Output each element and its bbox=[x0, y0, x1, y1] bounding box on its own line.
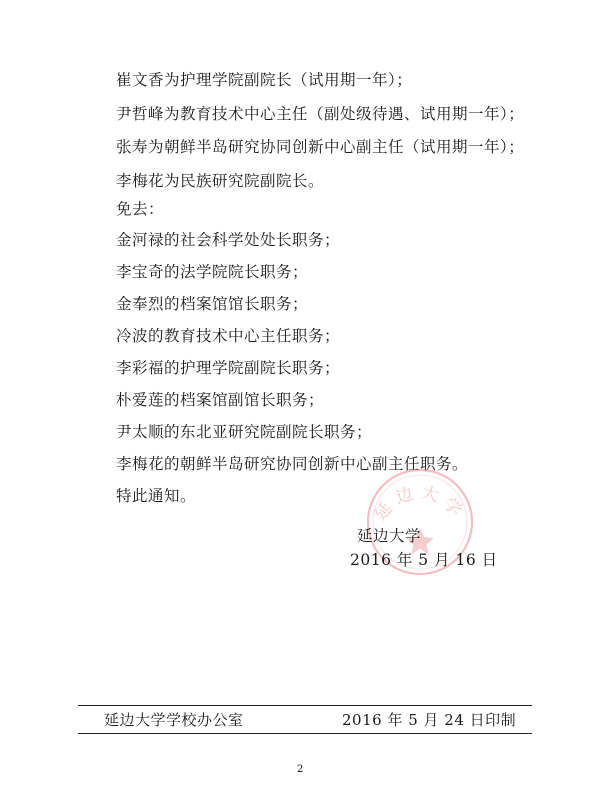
appointment-line: 张寿为朝鲜半岛研究协同创新中心副主任（试用期一年）； bbox=[116, 138, 525, 156]
appointment-line: 李梅花为民族研究院副院长。 bbox=[116, 172, 325, 190]
closing-text: 特此通知。 bbox=[116, 487, 197, 505]
page-number: 2 bbox=[296, 764, 304, 775]
dismissal-line: 金奉烈的档案馆馆长职务； bbox=[116, 295, 309, 313]
footer-top-rule bbox=[78, 705, 532, 706]
footer-print-date: 2016 年 5 月 24 日印制 bbox=[342, 711, 517, 729]
dismissal-line: 李宝奇的法学院院长职务； bbox=[116, 263, 309, 281]
signature-organization: 延边大学 bbox=[357, 527, 422, 545]
footer-office: 延边大学学校办公室 bbox=[104, 711, 244, 729]
appointment-line: 尹哲峰为教育技术中心主任（副处级待遇、试用期一年）； bbox=[116, 105, 525, 123]
dismissal-line: 李彩福的护理学院副院长职务； bbox=[116, 359, 341, 377]
dismissal-line: 朴爱莲的档案馆副馆长职务； bbox=[116, 391, 325, 409]
dismiss-heading: 免去： bbox=[116, 200, 165, 218]
dismissal-line: 金河禄的社会科学处处长职务； bbox=[116, 231, 341, 249]
footer-bottom-rule bbox=[78, 733, 532, 734]
appointment-line: 崔文香为护理学院副院长（试用期一年）； bbox=[116, 71, 413, 89]
dismissal-line: 冷波的教育技术中心主任职务； bbox=[116, 327, 341, 345]
dismissal-line: 尹太顺的东北亚研究院副院长职务； bbox=[116, 423, 373, 441]
dismissal-line: 李梅花的朝鲜半岛研究协同创新中心副主任职务。 bbox=[116, 455, 469, 473]
seal-text: 延边大学 bbox=[370, 482, 470, 525]
signature-date: 2016 年 5 月 16 日 bbox=[350, 551, 498, 569]
